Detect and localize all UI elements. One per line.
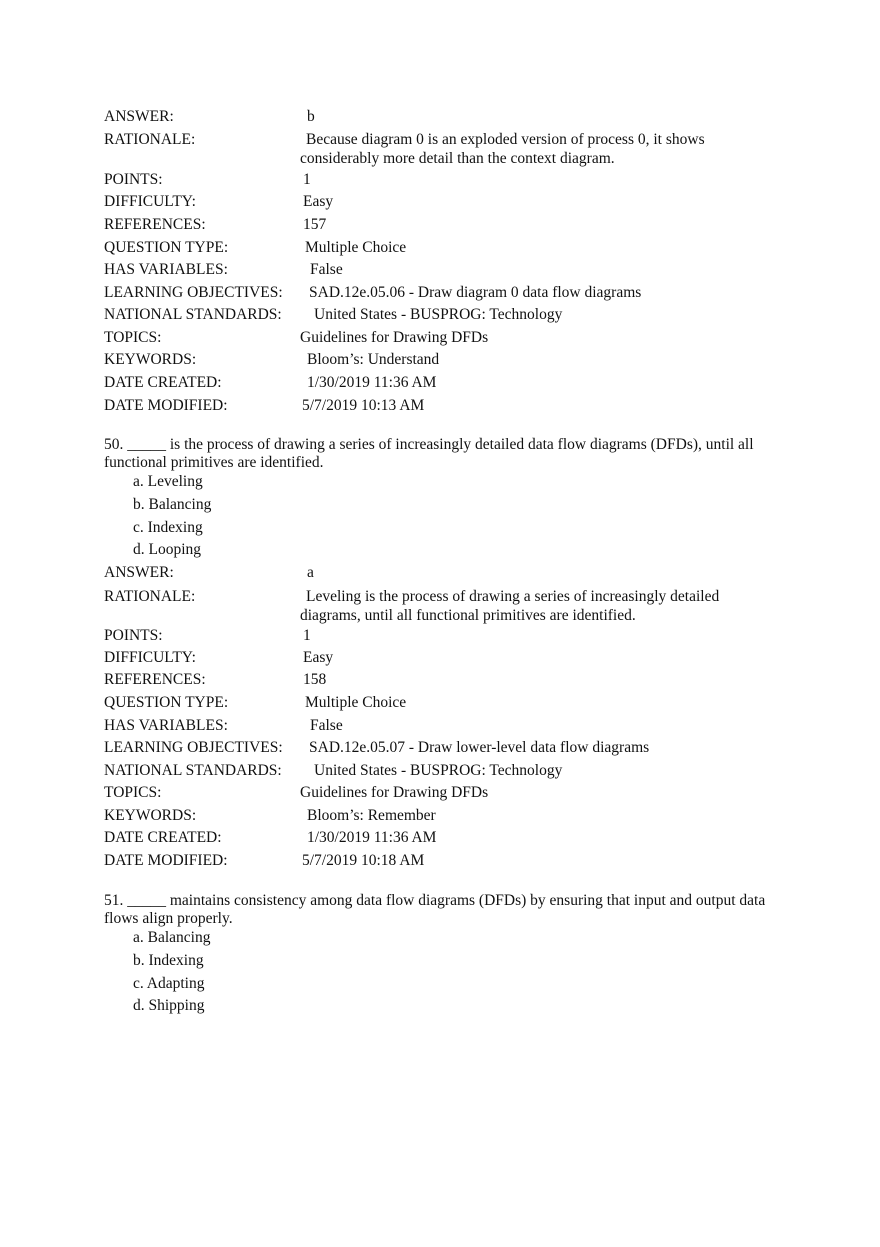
points-label: POINTS: [104, 171, 163, 188]
difficulty-row [104, 647, 804, 669]
keywords-value: Bloom’s: Remember [307, 807, 436, 824]
date-modified-value: 5/7/2019 10:18 AM [302, 852, 425, 869]
answer-label: ANSWER: [104, 108, 174, 125]
has-variables-row [104, 259, 804, 281]
references-row [104, 669, 804, 691]
date-created-label: DATE CREATED: [104, 829, 222, 846]
date-created-value: 1/30/2019 11:36 AM [307, 829, 437, 846]
date-created-row [104, 372, 804, 394]
topics-label: TOPICS: [104, 784, 162, 801]
question-50-option-b: b. Balancing [133, 496, 212, 513]
national-standards-row [104, 760, 804, 782]
points-value: 1 [303, 627, 311, 644]
rationale-label: RATIONALE: [104, 588, 196, 605]
date-created-label: DATE CREATED: [104, 374, 222, 391]
national-standards-value: United States - BUSPROG: Technology [314, 306, 563, 323]
date-modified-label: DATE MODIFIED: [104, 397, 228, 414]
question-type-row [104, 237, 804, 259]
has-variables-label: HAS VARIABLES: [104, 717, 228, 734]
rationale-label: RATIONALE: [104, 131, 196, 148]
question-51-option-d: d. Shipping [133, 997, 205, 1014]
has-variables-value: False [310, 261, 343, 278]
national-standards-value: United States - BUSPROG: Technology [314, 762, 563, 779]
question-51-option-c: c. Adapting [133, 975, 205, 992]
difficulty-value: Easy [303, 193, 334, 210]
national-standards-label: NATIONAL STANDARDS: [104, 306, 282, 323]
answer-value: a [307, 564, 314, 581]
rationale-value: Leveling is the process of drawing a series of increasingly detailed diagrams, until all functional primitives are identified. [300, 588, 720, 624]
has-variables-value: False [310, 717, 343, 734]
topics-row [104, 327, 804, 349]
question-type-value: Multiple Choice [305, 694, 407, 711]
difficulty-label: DIFFICULTY: [104, 193, 196, 210]
topics-label: TOPICS: [104, 329, 162, 346]
keywords-label: KEYWORDS: [104, 351, 197, 368]
question-51-text: 51. _____ maintains consistency among data flow diagrams (DFDs) by ensuring that input and output data flows align properly. [104, 892, 766, 927]
keywords-value: Bloom’s: Understand [307, 351, 440, 368]
date-modified-row [104, 850, 804, 872]
question-51-option-a: a. Balancing [133, 929, 211, 946]
question-type-label: QUESTION TYPE: [104, 239, 229, 256]
keywords-row [104, 805, 804, 827]
points-value: 1 [303, 171, 311, 188]
question-50-option-a: a. Leveling [133, 473, 203, 490]
question-50-option-c: c. Indexing [133, 519, 203, 536]
keywords-label: KEYWORDS: [104, 807, 197, 824]
difficulty-row [104, 191, 804, 213]
question-type-row [104, 692, 804, 714]
keywords-row [104, 349, 804, 371]
points-label: POINTS: [104, 627, 163, 644]
topics-value: Guidelines for Drawing DFDs [300, 329, 489, 346]
has-variables-row [104, 715, 804, 737]
question-50-option-d: d. Looping [133, 541, 202, 558]
national-standards-label: NATIONAL STANDARDS: [104, 762, 282, 779]
date-modified-row [104, 395, 804, 417]
date-created-value: 1/30/2019 11:36 AM [307, 374, 437, 391]
topics-row [104, 782, 804, 804]
learning-objectives-label: LEARNING OBJECTIVES: [104, 284, 283, 301]
references-value: 158 [303, 671, 327, 688]
date-modified-label: DATE MODIFIED: [104, 852, 228, 869]
points-row [104, 625, 804, 647]
points-row [104, 169, 804, 191]
references-label: REFERENCES: [104, 671, 206, 688]
question-type-label: QUESTION TYPE: [104, 694, 229, 711]
topics-value: Guidelines for Drawing DFDs [300, 784, 489, 801]
answer-value: b [307, 108, 315, 125]
answer-row [104, 106, 804, 128]
has-variables-label: HAS VARIABLES: [104, 261, 228, 278]
references-value: 157 [303, 216, 327, 233]
question-type-value: Multiple Choice [305, 239, 407, 256]
national-standards-row [104, 304, 804, 326]
learning-objectives-row [104, 737, 804, 759]
learning-objectives-value: SAD.12e.05.07 - Draw lower-level data flow diagrams [309, 739, 650, 756]
answer-label: ANSWER: [104, 564, 174, 581]
references-label: REFERENCES: [104, 216, 206, 233]
difficulty-label: DIFFICULTY: [104, 649, 196, 666]
references-row [104, 214, 804, 236]
question-50-text: 50. _____ is the process of drawing a series of increasingly detailed data flow diagrams (DFDs), until all functional primitives are identified. [104, 436, 754, 471]
learning-objectives-label: LEARNING OBJECTIVES: [104, 739, 283, 756]
date-created-row [104, 827, 804, 849]
answer-row [104, 562, 804, 584]
rationale-value: Because diagram 0 is an exploded version of process 0, it shows considerably more detail than the context diagram. [300, 131, 705, 167]
learning-objectives-row [104, 282, 804, 304]
learning-objectives-value: SAD.12e.05.06 - Draw diagram 0 data flow diagrams [309, 284, 642, 301]
date-modified-value: 5/7/2019 10:13 AM [302, 397, 425, 414]
difficulty-value: Easy [303, 649, 334, 666]
question-51-option-b: b. Indexing [133, 952, 204, 969]
